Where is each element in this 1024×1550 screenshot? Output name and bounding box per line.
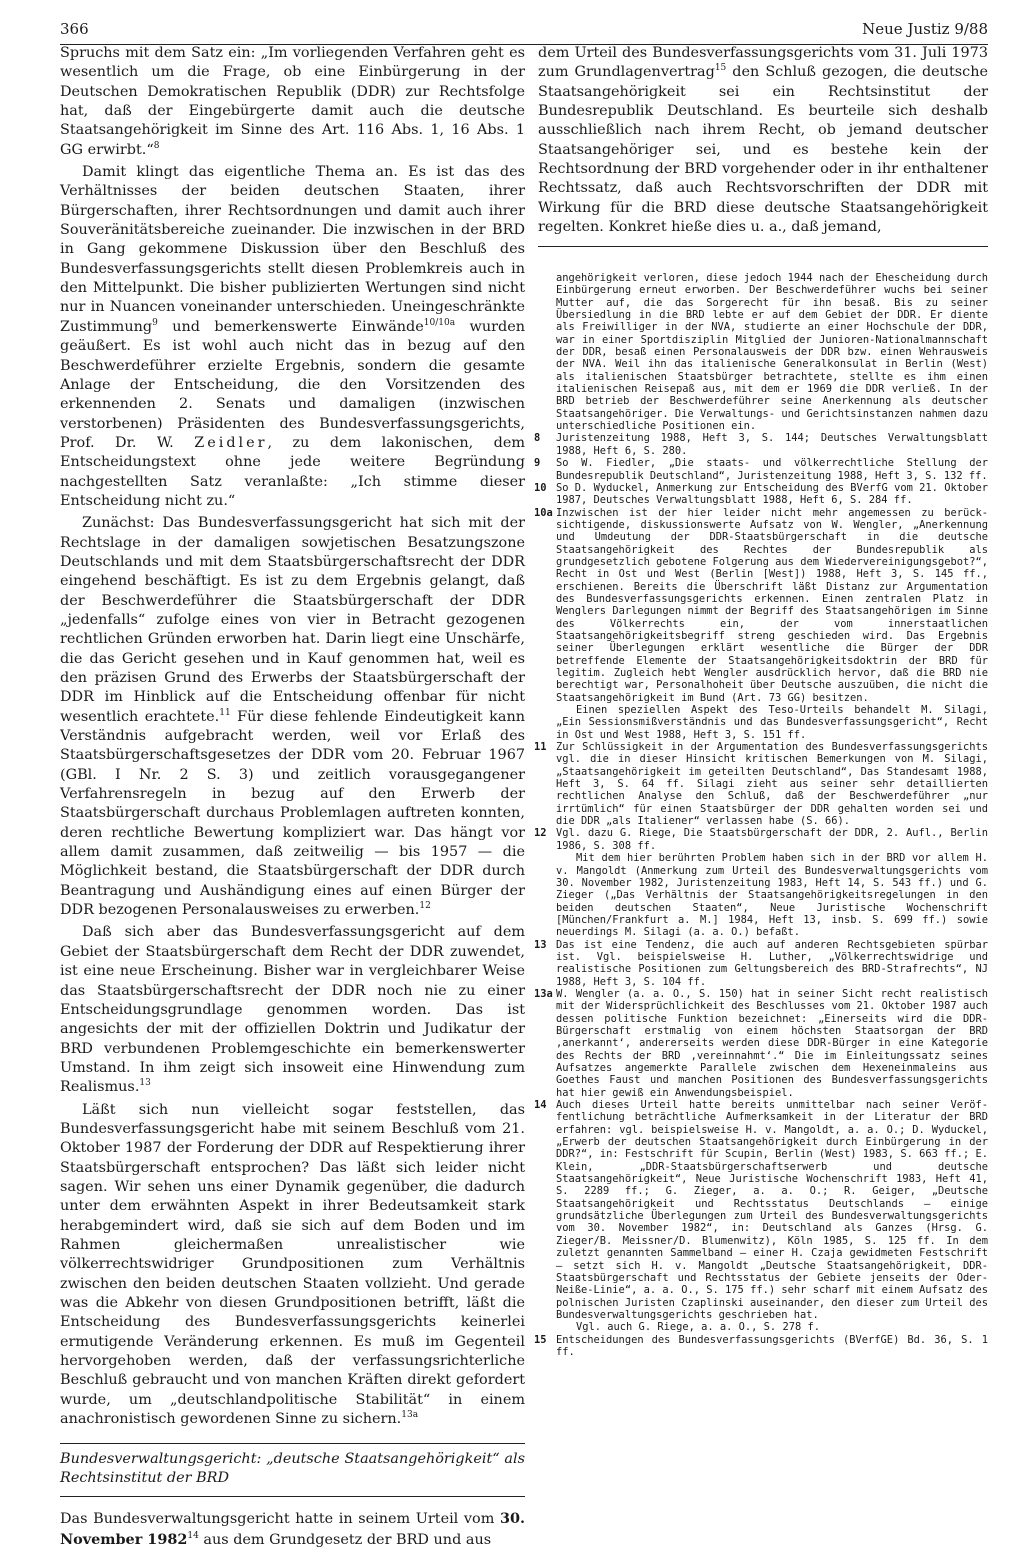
- footnote: 8 Juristenzeitung 1988, Heft 3, S. 144; Deutsches Verwaltungsblatt 1988, Heft 6, S. 280.: [534, 432, 988, 457]
- footnote: 9 So W. Fiedler, „Die staats- und völkerrechtliche Stellung der Bundesrepublik Deutschland“, Juristenzeitung 1988, Heft 3, S. 132 ff.: [534, 457, 988, 482]
- footnote: 12 Vgl. dazu G. Riege, Die Staatsbürgerschaft der DDR, 2. Aufl., Berlin 1986, S. 308 ff.: [534, 827, 988, 852]
- footnote: 10a Inzwischen ist der hier leider nicht mehr angemessen zu berücksichtigende, diskussionswerte Aufsatz von W. Wengler, „Anerkennung und Umdeutung der DDR-Staatsbürgerschaft in die deutsche Staatsangehörigkeit des Rechtes der Bundesrepublik als grundgesetzlich gebotene Folgerung aus dem Wiedervereinigungsgebot?“, Recht in Ost und West (Berlin [West]) 1988, Heft 3, S. 145 ff., erschienen. Bereits die Überschrift läßt Distanz zur Argumentation des Bundesverfassungsgerichts erkennen. Einen zentralen Platz in Wenglers Darlegungen nimmt der Begriff des Staatsangehörigen im Sinne des Völkerrechts ein, der vom innerstaatlichen Staatsangehörigkeitsbegriff streng geschieden wird. Das Ergebnis seiner Überlegungen erklärt wesentliche die Bürger der DDR betreffende Elemente der Staatsangehörigkeitsdoktrin der BRD für legitim. Zugleich hebt Wengler ausdrücklich hervor, daß die BRD nie berechtigt war, Personalhoheit über Deutsche auszuüben, die nicht die Staatsangehörigkeit im Bund (Art. 73 GG) besitzen.: [534, 506, 988, 704]
- left-column: [60, 44, 525, 1550]
- paragraph: Damit klingt das eigentliche Thema an. Es ist das des Verhältnisses der beiden deutschen Staaten, ihrer Bürgerschaften, ihrer Rechtsordnungen und damit auch ihrer Souveränitätsbereiche zueinander. Die inzwischen in der BRD in Gang gekommene Diskussion über den Beschluß des Bundesverfassungsgerichts stellt diesen Problemkreis auch in den Mittelpunkt. Die bisher publizierten Wertungen sind nicht nur in Nuancen voneinander unterschieden. Uneingeschränkte Zustimmung$^9$ und bemerkenswerte Einwände$^{10/10a}$ wurden geäußert. Es ist wohl auch nicht das in bezug auf den Beschwerdeführer erzielte Ergebnis, sondern die gesamte Anlage der Entscheidung, die den Vorsitzenden des erkennenden 2. Senats und damaligen (inzwischen verstorbenen) Präsidenten des Bundesverfassungsgerichts, Prof. Dr. W. Zeidler, zu dem lakonischen, dem Entscheidungstext ohne jede weitere Begründung nachgestellten Satz veranlaßte: „Ich stimme dieser Entscheidung nicht zu.“: [60, 164, 525, 509]
- footnote-continuation: Einen speziellen Aspekt des Teso-Urteils behandelt M. Silagi, „Ein Sessionsmißverständnis und das Bundesverfassungsgericht“, Recht in Ost und West 1988, Heft 3, S. 151 ff.: [556, 704, 988, 741]
- footnote: 15 Entscheidungen des Bundesverfassungsgerichts (BVerfGE) Bd. 36, S. 1 ff.: [534, 1333, 988, 1358]
- section-divider: [60, 1443, 525, 1444]
- footnote-continuation: Vgl. auch G. Riege, a. a. O., S. 278 f.: [576, 1321, 820, 1334]
- paragraph: Spruchs mit dem Satz ein: „Im vorliegenden Verfahren geht es wesentlich um die Frage, ob eine Einbürgerung in der Deutschen Demokratischen Republik (DDR) zur Rechtsfolge hat, daß der Eingebürgerte damit auch die deutsche Staatsangehörigkeit im Sinne des Art. 116 Abs. 1, 16 Abs. 1 GG erwirbt.“$^8$: [60, 45, 525, 158]
- footnotes: [534, 272, 988, 1358]
- spaced-name: Zeidler: [194, 434, 268, 451]
- section-heading: Bundesverwaltungsgericht: „deutsche Staatsangehörigkeit“ als Rechtsinstitut der BRD: [60, 1451, 525, 1487]
- paragraph: Läßt sich nun vielleicht sogar feststellen, das Bundesverfassungsgericht habe mit seinem Beschluß vom 21. Oktober 1987 der Forderung der DDR auf Respektierung ihrer Staatsbürgerschaft entsprochen? Das läßt sich leider nicht sagen. Wir sehen uns einer Dynamik gegenüber, die dadurch unter dem erwähnten Aspekt in ihrer Bedeutsamkeit stark herabgemindert wird, daß sie sich auf dem Boden und im Rahmen gleichermaßen unrealistischer wie völkerrechtswidriger Grundpositionen zum Verhältnis zwischen den beiden deutschen Staaten vollzieht. Und gerade was die Abkehr von diesen Grundpositionen betrifft, läßt die Entscheidung des Bundesverfassungsgerichts keinerlei ermutigende Veränderung erkennen. Es muß im Gegenteil hervorgehoben werden, daß der verfassungsrichterliche Beschluß gebraucht und von manchen Kräften direkt gefordert wurde, um „deutschlandpolitische Stabilität“ in einem anachronistisch gewordenen Sinne zu sichern.$^{13a}$: [60, 1101, 525, 1428]
- section-divider: [60, 1496, 525, 1497]
- paragraph: Zunächst: Das Bundesverfassungsgericht hat sich mit der Rechtslage in der damaligen sowjetischen Besatzungszone Deutschlands und mit dem Staatsbürgerschaftsrecht der DDR eingehend beschäftigt. Es ist zu dem Ergebnis gelangt, daß der Beschwerdeführer die Staatsbürgerschaft der DDR „jedenfalls“ zufolge eines von vier in Betracht gezogenen rechtlichen Gründen erworben hat. Darin liegt eine Unschärfe, die das Gericht gesehen und in Kauf genommen hat, weil es den präzisen Grund des Erwerbs der Staatsbürgerschaft der DDR im Hinblick auf die Entscheidung offenbar für nicht wesentlich erachtete.$^{11}$ Für diese fehlende Eindeutigkeit kann Verständnis aufgebracht werden, weil vor Erlaß des Staatsbürgerschaftsgesetzes der DDR vom 20. Februar 1967 (GBl. I Nr. 2 S. 3) und zeitlich vorausgegangener Verfahrensregeln in bezug auf den Erwerb der Staatsbürgerschaft durchaus Problemlagen auftreten konnten, deren rechtliche Bewertung kompliziert war. Das hängt vor allem damit zusammen, daß zeitweilig — bis 1957 — die Möglichkeit bestand, die Staatsbürgerschaft der DDR durch Beantragung und Aushändigung eines auf einen Bürger der DDR bezogenen Personalausweises zu erwerben.$^{12}$: [60, 515, 525, 919]
- footnote-continuation: Mit dem hier berührten Problem haben sich in der BRD vor allem H. v. Mangoldt (Anmerkung zum Urteil des Bundesverwaltungsgerichts vom 30. November 1982, Juristenzeitung 1983, Heft 14, S. 543 ff.) und G. Zieger („Das Verhältnis der Staatsangehörigkeitsregelungen in den beiden deutschen Staaten“, Neue Juristische Wochenschrift [München/Frankfurt a. M.] 1984, Heft 13, insb. S. 699 ff.) sowie neuerdings M. Silagi (a. a. O.) befaßt.: [556, 852, 988, 939]
- footnote: 10 So D. Wyduckel, Anmerkung zur Entscheidung des BVerfG vom 21. Oktober 1987, Deutsches Verwaltungsblatt 1988, Heft 6, S. 284 ff.: [534, 481, 988, 507]
- footnote: 11 Zur Schlüssigkeit in der Argumentation des Bundesverfassungsgerichts vgl. die in dieser Hinsicht kritischen Bemerkungen von M. Silagi, „Staatsangehörigkeit im geteilten Deutschland“, Das Standesamt 1988, Heft 3, S. 64 ff. Silagi zieht aus seiner sehr detaillierten rechtlichen Analyse den Schluß, daß der Beschwerdeführer „nur irrtümlich“ für einen Staatsbürger der DDR gehalten worden sei und die DDR „als Italiener“ verlassen habe (S. 66).: [534, 741, 988, 828]
- paragraph: Daß sich aber das Bundesverfassungsgericht auf dem Gebiet der Staatsbürgerschaft dem Recht der DDR zuwendet, ist eine neue Erscheinung. Bisher war in vergleichbarer Weise das Staatsbürgerschaftsrecht der DDR noch nie zu einer Entscheidungsgrundlage genommen worden. Das ist angesichts der mit der offiziellen Doktrin und Judikatur der BRD verbundenen Problemgeschichte ein bemerkenswerter Umstand. In ihm zeigt sich insoweit eine Hinwendung zum Realismus.$^{13}$: [60, 924, 525, 1096]
- footnote-continuation: angehörigkeit verloren, diese jedoch 1944 nach der Ehescheidung durch Einbürgerung erneut erworben. Der Beschwerdeführer wuchs bei seiner Mutter auf, die das Sorgerecht für ihn besaß. Bis zu seiner Übersiedlung in die BRD lebte er auf dem Gebiet der DDR. Er diente als Freiwilliger in der NVA, studierte an einer Hochschule der DDR, war in einer Sportdisziplin Mitglied der Junioren-Nationalmannschaft der DDR, besaß einen Personalausweis der DDR bzw. einen Wehrausweis der NVA. Weil ihn das italienische Generalkonsulat in Berlin (West) als italienischen Staatsbürger betrachtete, stellte es ihm einen italienischen Reisepaß aus, mit dem er 1969 die DDR verließ. In der BRD betrieb der Beschwerdeführer seine Anerkennung als deutscher Staatsangehöriger. Die Verwaltungs- und Gerichtsinstanzen nahmen dazu unterschiedliche Positionen ein.: [556, 272, 988, 433]
- paragraph: Das Bundesverwaltungsgericht hatte in seinem Urteil vom 30. November 1982$^{14}$ aus dem Grundgesetz der BRD und aus: [60, 1510, 525, 1548]
- page-header: [60, 18, 988, 45]
- footnote: 13 Das ist eine Tendenz, die auch auf anderen Rechtsgebieten spürbar ist. Vgl. beispielsweise H. Luther, „Völkerrechtswidrige und realistische Positionen zum Geltungsbereich des BRD-Strafrechts“, NJ 1988, Heft 3, S. 104 ff.: [534, 938, 988, 988]
- footnote: 14 Auch dieses Urteil hatte bereits unmittelbar nach seiner Veröffentlichung beträchtliche Aufmerksamkeit in der Literatur der BRD erfahren: vgl. beispielsweise H. v. Mangoldt, a. a. O.; D. Wyduckel, „Erwerb der deutschen Staatsangehörigkeit durch Einbürgerung in der DDR?“, in: Festschrift für Scupin, Berlin (West) 1983, S. 663 ff.; E. Klein, „DDR-Staatsbürgerschaftserwerb und deutsche Staatsangehörigkeit“, Neue Juristische Wochenschrift 1983, Heft 41, S. 2289 ff.; G. Zieger, a. a. O.; R. Geiger, „Deutsche Staatsangehörigkeit und Rechtsstatus Deutschlands – einige grundsätzliche Überlegungen zum Urteil des Bundesverwaltungsgerichts vom 30. November 1982“, in: Deutschland als Ganzes (Hrsg. G. Zieger/B. Meissner/D. Blumenwitz), Köln 1985, S. 125 ff. In dem zuletzt genannten Sammelband – einer H. Czaja gewidmeten Festschrift – setzt sich H. v. Mangoldt „Deutsche Staatsangehörigkeit, DDR-Staatsbürgerschaft und Rechtsstatus der Gebiete jenseits der Oder-Neiße-Linie“, a. a. O., S. 175 ff.) sehr scharf mit einem Aufsatz des polnischen Juristen Czaplinski auseinander, den dieser zum Urteil des Bundesverwaltungsgerichts geschrieben hat.: [534, 1099, 988, 1321]
- journal-issue: Neue Justiz 9/88: [862, 20, 988, 38]
- page-number: 366: [60, 20, 89, 38]
- footnote: 13a W. Wengler (a. a. O., S. 150) hat in seiner Sicht recht realistisch mit der Widersprüchlichkeit des Beschlusses vom 21. Oktober 1987 auch dessen politische Funktion bezeichnet: „Einerseits wird die DDR-Bürgerschaft erstmalig von einem höchsten Staatsorgan der BRD ‚anerkannt‘, andererseits werden diese DDR-Bürger in eine Kategorie des Rechts der BRD ‚vereinnahmt‘.“ Die im Einleitungssatz seines Aufsatzes angemerkte Parallele zwischen dem Hexeneinmaleins aus Goethes Faust und manchen Positionen des Bundesverfassungsgerichts hat hier gewiß ein Anwendungsbeispiel.: [534, 987, 988, 1099]
- paragraph: dem Urteil des Bundesverfassungsgerichts vom 31. Juli 1973 zum Grundlagenvertrag$^{15}$ den Schluß gezogen, die deutsche Staatsangehörigkeit sei ein Rechtsinstitut der Bundesrepublik Deutschland. Es beurteile sich deshalb ausschließlich nach ihrem Recht, ob jemand deutscher Staatsangehöriger sei, und es bestehe kein der Rechtsordnung der BRD vorgehender oder in ihr enthaltener Rechtssatz, daß auch Rechtsvorschriften der DDR mit Wirkung für die BRD diese deutsche Staatsangehörigkeit regelten. Konkret hieße dies u. a., daß jemand,: [538, 45, 988, 236]
- right-column: [538, 44, 988, 247]
- footnote-divider: [538, 246, 988, 247]
